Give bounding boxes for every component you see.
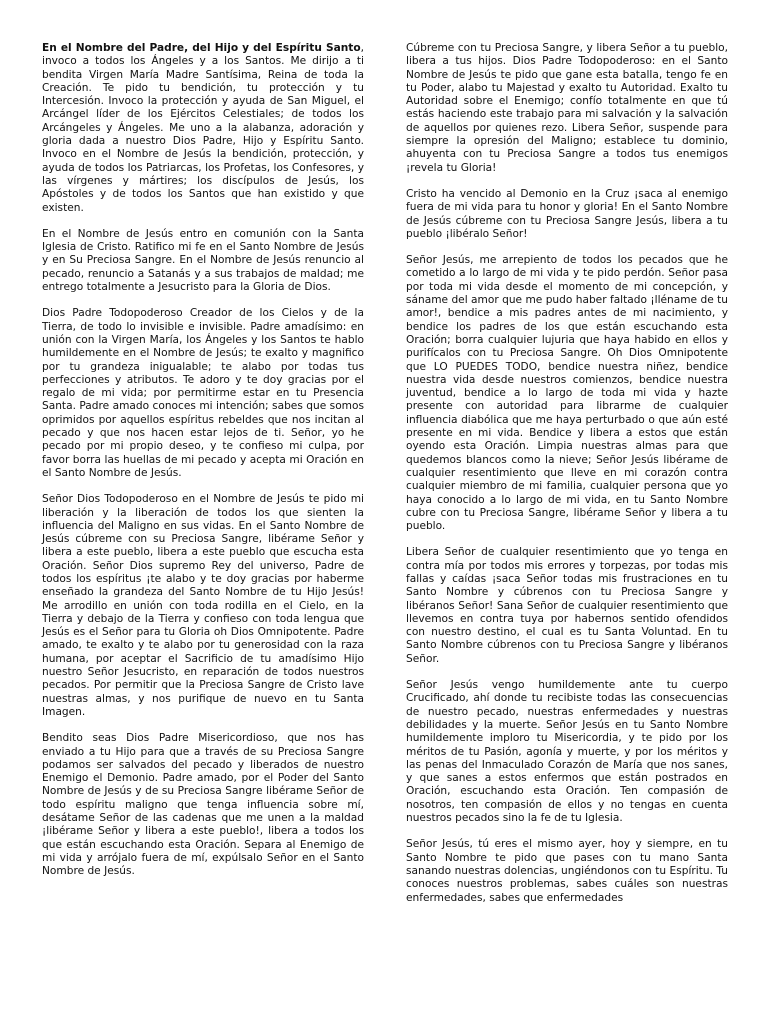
opening-invocation: En el Nombre del Padre, del Hijo y del Espíritu Santo bbox=[42, 42, 361, 54]
paragraph: Cúbreme con tu Preciosa Sangre, y libera Señor a tu pueblo, libera a tus hijos. Dios Padre Todopoderoso: en el Santo Nombre de Jesús te pido que gane esta batalla, tengo fe en tu Poder, alabo tu Majestad y exalto tu Autoridad. Exalto tu Autoridad sobre el Enemigo; confío totalmente en que tú estás haciendo este trabajo para mi salvación y la salvación de aquellos por quienes rezo. Libera Señor, suspende para siempre la opresión del Maligno; establece tu dominio, ahuyenta con tu Preciosa Sangre a todos tus enemigos ¡revela tu Gloria! bbox=[406, 42, 728, 174]
paragraph: Libera Señor de cualquier resentimiento que yo tenga en contra mía por todos mis errores y torpezas, por todas mis fallas y caídas ¡saca Señor todas mis frustraciones en tu Santo Nombre y cúbrenos con tu Preciosa Sangre y libéranos Señor! Sana Señor de cualquier resentimiento que llevemos en contra tuya por habernos sentido ofendidos con nuestro destino, el cual es tu Santa Voluntad. En tu Santo Nombre cúbrenos con tu Preciosa Sangre y libéranos Señor. bbox=[406, 546, 728, 665]
paragraph: Señor Jesús vengo humildemente ante tu cuerpo Crucificado, ahí donde tu recibiste todas las consecuencias de nuestro pecado, nuestras enfermedades y nuestras debilidades y la muerte. Señor Jesús en tu Santo Nombre humildemente imploro tu Misericordia, y te pido por los méritos de tu Pasión, agonía y muerte, y por los méritos y las penas del Inmaculado Corazón de María que nos sanes, y que sanes a estos enfermos que están postrados en Oración, escuchando esta Oración. Ten compasión de nosotros, ten compasión de ellos y no tengas en cuenta nuestros pecados sino la fe de tu Iglesia. bbox=[406, 679, 728, 825]
paragraph: Cristo ha vencido al Demonio en la Cruz ¡saca al enemigo fuera de mi vida para tu honor y gloria! En el Santo Nombre de Jesús cúbreme con tu Preciosa Sangre Jesús, libera a tu pueblo ¡libéralo Señor! bbox=[406, 187, 728, 240]
paragraph: Dios Padre Todopoderoso Creador de los Cielos y de la Tierra, de todo lo invisible e invisible. Padre amadísimo: en unión con la Virgen María, los Ángeles y los Santos te hablo humildemente en el Nombre de Jesús; te exalto y magnifico por tu grandeza inigualable; te alabo por todas tus perfecciones y atributos. Te adoro y te doy gracias por el regalo de mi vida; por permitirme estar en tu Presencia Santa. Padre amado conoces mi intención; sabes que somos oprimidos por aquellos espíritus rebeldes que nos incitan al pecado y que nos hacen estar lejos de ti. Señor, yo he pecado por mi propio deseo, y te confieso mi culpa, por favor borra las huellas de mi pecado y acepta mi Oración en el Santo Nombre de Jesús. bbox=[42, 307, 364, 479]
paragraph: Señor Dios Todopoderoso en el Nombre de Jesús te pido mi liberación y la liberación de todos los que sienten la influencia del Maligno en sus vidas. En el Santo Nombre de Jesús cúbreme con su Preciosa Sangre, libérame Señor y libera a este pueblo, libera a este pueblo que escucha esta Oración. Señor Dios supremo Rey del universo, Padre de todos los espíritus ¡te alabo y te doy gracias por haberme enseñado la grandeza del Santo Nombre de tu Hijo Jesús! Me arrodillo en unión con toda rodilla en el Cielo, en la Tierra y debajo de la Tierra y confieso con toda lengua que Jesús es el Señor para tu Gloria oh Dios Omnipotente. Padre amado, te exalto y te alabo por tu generosidad con la raza humana, por aceptar el Sacrificio de tu amadísimo Hijo nuestro Señor Jesucristo, en reparación de todos nuestros pecados. Por permitir que la Preciosa Sangre de Cristo lave nuestras almas, y nos purifique de nuevo en tu Santa Imagen. bbox=[42, 493, 364, 718]
paragraph: Señor Jesús, me arrepiento de todos los pecados que he cometido a lo largo de mi vida y te pido perdón. Señor pasa por toda mi vida desde el momento de mi concepción, y sáname del amor que me pudo haber faltado ¡lléname de tu amor!, bendice a mis padres antes de mi nacimiento, y bendice los padres de los que están escuchando esta Oración; borra cualquier lujuria que haya habido en ellos y purifícalos con tu Preciosa Sangre. Oh Dios Omnipotente que LO PUEDES TODO, bendice nuestra niñez, bendice nuestra vida desde nuestros comienzos, bendice nuestra juventud, bendice a lo largo de toda mi vida y hazte presente con autoridad para librarme de cualquier influencia diabólica que me haya perturbado o que aún esté presente en mi vida. Bendice y libera a estos que están oyendo esta Oración. Limpia nuestras almas para que quedemos blancos como la nieve; Señor Jesús libérame de cualquier resentimiento que lleve en mi corazón contra cualquier miembro de mi familia, cualquier persona que yo haya conocido a lo largo de mi vida, en tu Santo Nombre cubre con tu Preciosa Sangre, libérame Señor y libera a tu pueblo. bbox=[406, 254, 728, 533]
paragraph: En el Nombre de Jesús entro en comunión con la Santa Iglesia de Cristo. Ratifico mi fe en el Santo Nombre de Jesús y en Su Preciosa Sangre. En el Nombre de Jesús renuncio al pecado, renuncio a Satanás y a sus trabajos de maldad; me entrego totalmente a Jesucristo para la Gloria de Dios. bbox=[42, 227, 364, 294]
paragraph: Bendito seas Dios Padre Misericordioso, que nos has enviado a tu Hijo para que a través de su Preciosa Sangre podamos ser salvados del pecado y liberados de nuestro Enemigo el Demonio. Padre amado, por el Poder del Santo Nombre de Jesús y de su Preciosa Sangre libérame Señor de todo espíritu maligno que tenga influencia sobre mí, desátame Señor de las cadenas que me unen a la maldad ¡libérame Señor y libera a este pueblo!, libera a todos los que están escuchando esta Oración. Separa al Enemigo de mi vida y arrójalo fuera de mí, expúlsalo Señor en el Santo Nombre de Jesús. bbox=[42, 732, 364, 878]
right-column bbox=[406, 42, 728, 1024]
paragraph: Señor Jesús, tú eres el mismo ayer, hoy y siempre, en tu Santo Nombre te pido que pases con tu mano Santa sanando nuestras dolencias, ungiéndonos con tu Espíritu. Tu conoces nuestros problemas, sabes cuáles son nuestras enfermedades, sabes que enfermedades bbox=[406, 838, 728, 904]
left-column bbox=[42, 42, 364, 1024]
paragraph-text: , invoco a todos los Ángeles y a los Santos. Me dirijo a ti bendita Virgen María Madre Santísima, Reina de toda la Creación. Te pido tu bendición, tu protección y tu Intercesión. Invoco la protección y ayuda de San Miguel, el Arcángel líder de los Ejércitos Celestiales; de todos los Arcángeles y Ángeles. Me uno a la alabanza, adoración y gloria dada a nuestro Dios Padre, Hijo y Espíritu Santo. Invoco en el Nombre de Jesús la bendición, protección, y ayuda de todos los Patriarcas, los Profetas, los Confesores, y las vírgenes y mártires; los discípulos de Jesús, los Apóstoles y de todos los Santos que han existido y que existen. bbox=[42, 42, 364, 214]
paragraph bbox=[42, 42, 364, 215]
